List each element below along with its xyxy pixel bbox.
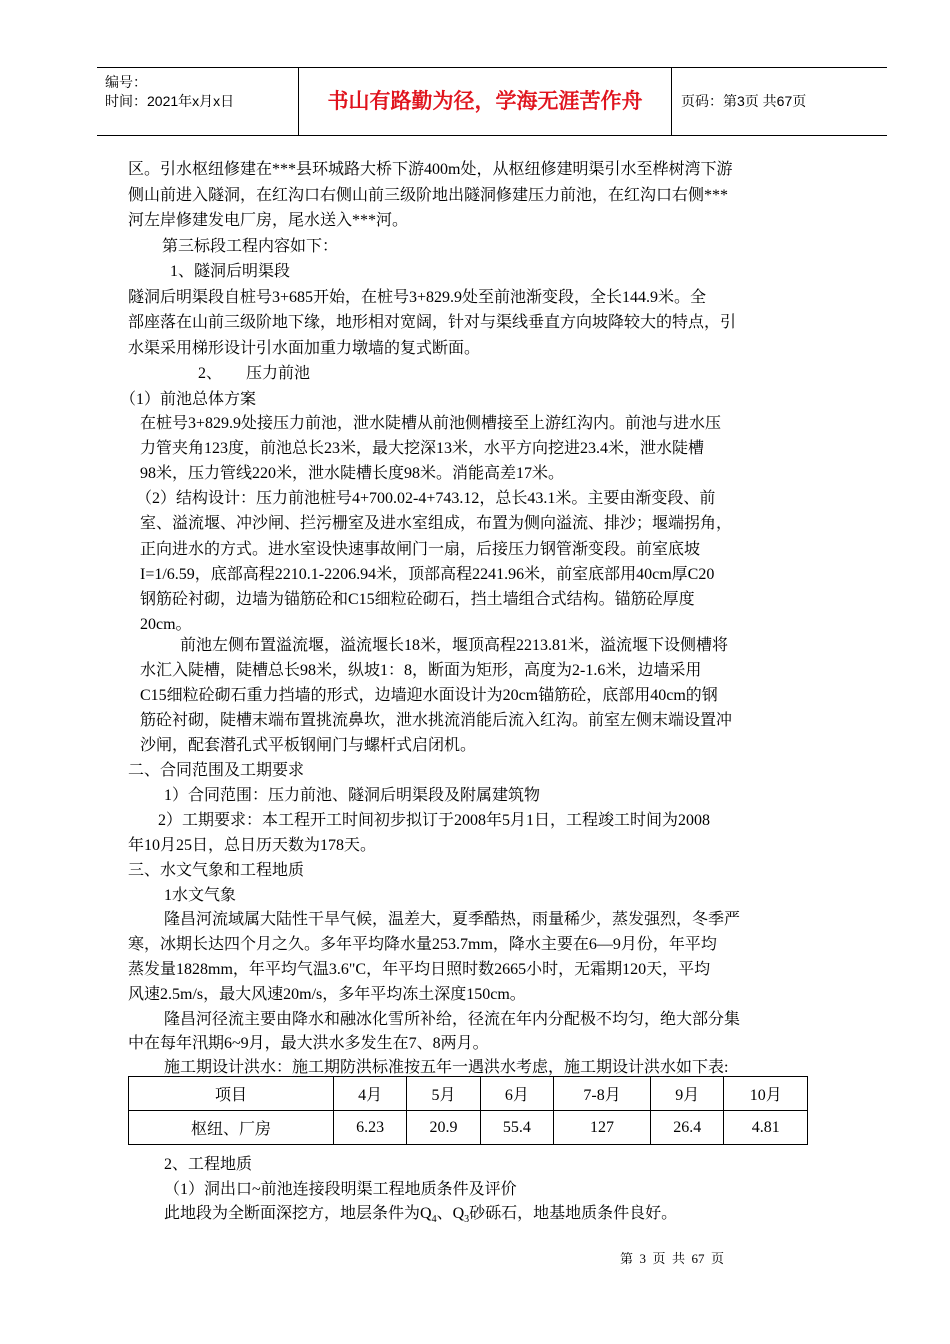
flood-table — [128, 1076, 808, 1145]
section-heading: 2、工程地质 — [164, 1156, 253, 1173]
section-heading: 2、 压力前池 — [198, 365, 311, 382]
table-cell: 20.9 — [407, 1111, 480, 1145]
header-slogan: 书山有路勤为径，学海无涯苦作舟 — [299, 68, 672, 135]
table-header-cell: 4月 — [333, 1077, 406, 1111]
section-heading: 1水文气象 — [164, 887, 237, 904]
table-header-cell: 10月 — [724, 1077, 808, 1111]
paragraph-line: 在桩号3+829.9处接压力前池，泄水陡槽从前池侧槽接至上游红沟内。前池与进水压 — [140, 415, 722, 432]
paragraph-line: 钢筋砼衬砌，边墙为锚筋砼和C15细粒砼砌石，挡土墙组合式结构。锚筋砼厚度 — [140, 591, 695, 608]
paragraph-line: 水汇入陡槽，陡槽总长98米，纵坡1：8，断面为矩形，高度为2-1.6米，边墙采用 — [140, 662, 702, 679]
table-header-cell: 9月 — [651, 1077, 724, 1111]
subscript: 4 — [431, 1214, 437, 1226]
paragraph-line: 年10月25日，总日历天数为178天。 — [128, 837, 377, 854]
paragraph-line: 2）工期要求：本工程开工时间初步拟订于2008年5月1日，工程竣工时间为2008 — [158, 812, 711, 829]
paragraph-line: 部座落在山前三级阶地下缘，地形相对宽阔，针对与渠线垂直方向坡降较大的特点，引 — [128, 314, 737, 331]
paragraph-line: 隧洞后明渠段自桩号3+685开始，在桩号3+829.9处至前池渐变段，全长144.9米。全 — [128, 289, 707, 306]
table-header-cell: 项目 — [129, 1077, 334, 1111]
text-run: 、Q — [436, 1205, 465, 1222]
paragraph-line: 室、溢流堰、冲沙闸、拦污栅室及进水室组成，布置为侧向溢流、排沙；堰端拐角， — [140, 515, 733, 532]
table-header-row — [129, 1077, 808, 1111]
paragraph-line: 施工期设计洪水：施工期防洪标准按五年一遇洪水考虑，施工期设计洪水如下表: — [164, 1059, 729, 1076]
paragraph-line: 侧山前进入隧洞，在红沟口右侧山前三级阶地出隧洞修建压力前池，在红沟口右侧*** — [128, 187, 729, 204]
table-cell: 26.4 — [651, 1111, 724, 1145]
paragraph-line: 1）合同范围：压力前池、隧洞后明渠段及附属建筑物 — [164, 787, 541, 804]
page-footer: 第 3 页 共 67 页 — [620, 1251, 725, 1266]
table-header-cell: 5月 — [407, 1077, 480, 1111]
paragraph-line: 98米，压力管线220米，泄水陡槽长度98米。消能高差17米。 — [140, 465, 565, 482]
paragraph-line: 中在每年汛期6~9月，最大洪水多发生在7、8两月。 — [128, 1035, 489, 1052]
table-header-cell: 7-8月 — [554, 1077, 651, 1111]
paragraph-line: 蒸发量1828mm，年平均气温3.6"C，年平均日照时数2665小时，无霜期120天，平均 — [128, 961, 711, 978]
table-cell: 55.4 — [480, 1111, 553, 1145]
section-heading: 1、隧洞后明渠段 — [170, 263, 291, 280]
table-cell: 6.23 — [333, 1111, 406, 1145]
page-header — [97, 67, 887, 136]
doc-time-label: 时间：2021年x月x日 — [105, 93, 235, 109]
header-meta — [97, 68, 299, 135]
header-page-info: 页码：第3页 共67页 — [681, 93, 807, 109]
paragraph-line — [164, 1201, 904, 1233]
table-cell: 127 — [554, 1111, 651, 1145]
table-header-cell: 6月 — [480, 1077, 553, 1111]
paragraph-line: 隆昌河流域属大陆性干旱气候，温差大，夏季酷热，雨量稀少，蒸发强烈，冬季严 — [164, 911, 741, 928]
section-heading: 第三标段工程内容如下： — [162, 238, 339, 255]
paragraph-line: 正向进水的方式。进水室设快速事故闸门一扇，后接压力钢管渐变段。前室底坡 — [140, 541, 701, 558]
text-run: 此地段为全断面深挖方，地层条件为Q — [164, 1205, 432, 1222]
paragraph-line: C15细粒砼砌石重力挡墙的形式，边墙迎水面设计为20cm锚筋砼，底部用40cm的钢 — [140, 687, 718, 704]
section-heading: 二、合同范围及工期要求 — [128, 762, 305, 779]
paragraph-line: 力管夹角123度，前池总长23米，最大挖深13米，水平方向挖进23.4米，泄水陡槽 — [140, 440, 705, 457]
section-heading: （1）前池总体方案 — [120, 391, 257, 408]
doc-number-label: 编号： — [105, 74, 147, 90]
subscript: 3 — [464, 1214, 470, 1226]
section-heading: （1）洞出口~前池连接段明渠工程地质条件及评价 — [164, 1181, 517, 1198]
paragraph-line: 寒，冰期长达四个月之久。多年平均降水量253.7mm，降水主要在6—9月份，年平均 — [128, 936, 717, 953]
paragraph-line: 沙闸，配套潜孔式平板钢闸门与螺杆式启闭机。 — [140, 737, 477, 754]
paragraph-line: 河左岸修建发电厂房，尾水送入***河。 — [128, 212, 409, 229]
text-run: 砂砾石，地基地质条件良好。 — [469, 1205, 678, 1222]
table-row — [129, 1111, 808, 1145]
paragraph-line: 隆昌河径流主要由降水和融冰化雪所补给，径流在年内分配极不均匀，绝大部分集 — [164, 1011, 741, 1028]
table-cell: 枢纽、厂房 — [129, 1111, 334, 1145]
paragraph-line: 筋砼衬砌，陡槽末端布置挑流鼻坎，泄水挑流消能后流入红沟。前室左侧末端设置冲 — [140, 712, 733, 729]
table-cell: 4.81 — [724, 1111, 808, 1145]
paragraph-line: 风速2.5m/s，最大风速20m/s，多年平均冻土深度150cm。 — [128, 986, 526, 1003]
paragraph-line: （2）结构设计：压力前池桩号4+700.02-4+743.12，总长43.1米。主要由渐变段、前 — [136, 490, 716, 507]
paragraph-line: 区。引水枢纽修建在***县环城路大桥下游400m处，从枢纽修建明渠引水至桦树湾下游 — [128, 161, 733, 178]
paragraph-line: I=1/6.59，底部高程2210.1-2206.94米，顶部高程2241.96米，前室底部用40cm厚C20 — [140, 566, 715, 583]
paragraph-line: 水渠采用梯形设计引水面加重力墩墙的复式断面。 — [128, 340, 481, 357]
paragraph-line: 20cm。 — [140, 616, 192, 633]
paragraph-line: 前池左侧布置溢流堰，溢流堰长18米，堰顶高程2213.81米，溢流堰下设侧槽将 — [180, 637, 729, 654]
section-heading: 三、水文气象和工程地质 — [128, 862, 305, 879]
